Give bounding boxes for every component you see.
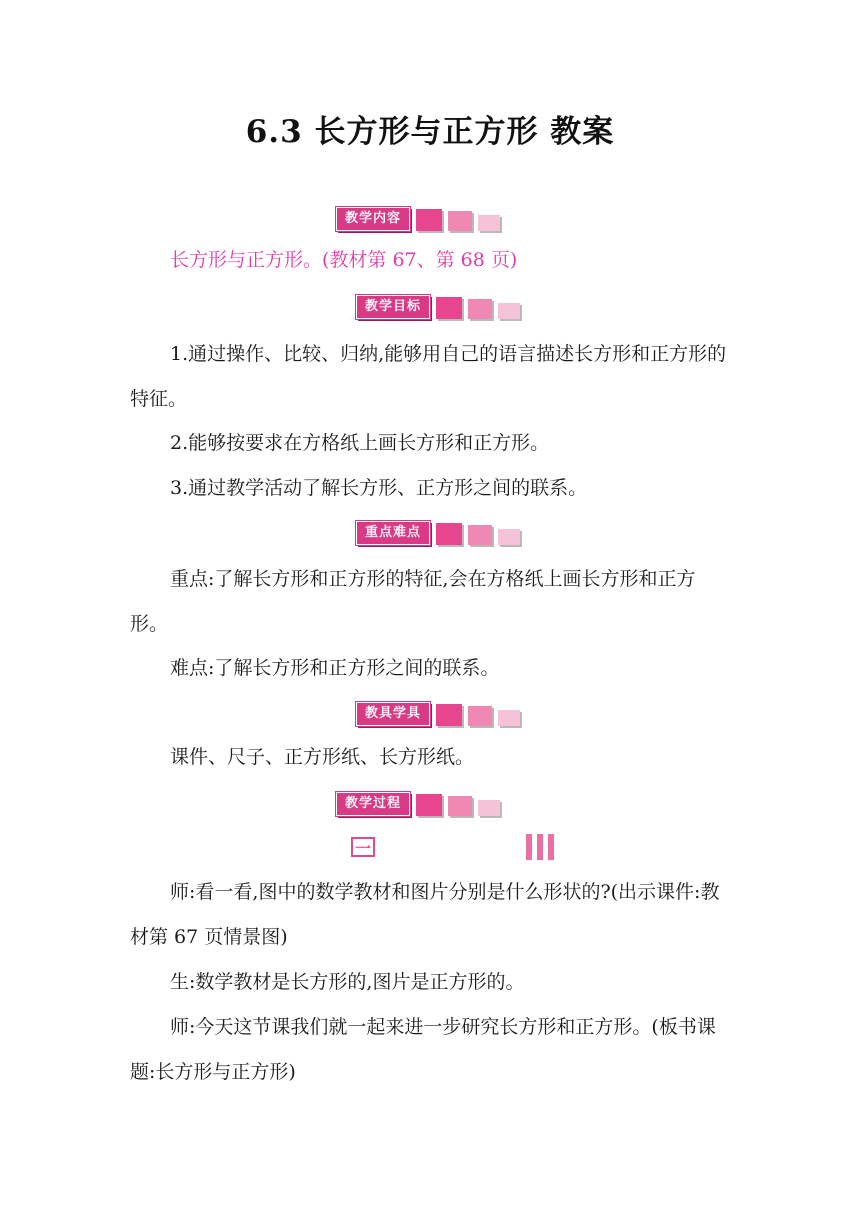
decor-square <box>478 800 500 816</box>
key-point-text: 重点:了解长方形和正方形的特征,会在方格纸上画长方形和正方形。 <box>130 568 696 635</box>
decor-square <box>416 794 442 816</box>
decor-square <box>448 796 472 816</box>
section-header-goals <box>356 293 520 319</box>
content-text: 长方形与正方形。(教材第 67、第 68 页) <box>170 249 518 271</box>
section-badge-content: 教学内容 <box>336 207 410 231</box>
stripe <box>526 834 532 860</box>
tools-text: 课件、尺子、正方形纸、长方形纸。 <box>170 746 475 768</box>
difficulty-text: 难点:了解长方形和正方形之间的联系。 <box>170 657 500 679</box>
section-header-tools <box>356 700 520 726</box>
decor-square <box>468 525 492 545</box>
section-badge-goals: 教学目标 <box>356 295 430 319</box>
decor-square <box>468 299 492 319</box>
section-header-content <box>336 205 500 231</box>
dialogue-line-2: 生:数学教材是长方形的,图片是正方形的。 <box>170 971 525 993</box>
section-header-keypoints <box>356 519 520 545</box>
section-badge-keypoints: 重点难点 <box>356 521 430 545</box>
decor-square <box>498 529 520 545</box>
decor-square <box>436 297 462 319</box>
decor-square <box>498 303 520 319</box>
section-badge-tools: 教具学具 <box>356 702 430 726</box>
decor-square <box>448 211 472 231</box>
subsection-stripes <box>526 834 554 860</box>
goal-item-1: 1.通过操作、比较、归纳,能够用自己的语言描述长方形和正方形的特征。 <box>130 343 727 410</box>
dialogue-line-1: 师:看一看,图中的数学教材和图片分别是什么形状的?(出示课件:教材第 67 页情景图) <box>130 881 720 948</box>
page-title: 6.3 长方形与正方形 教案 <box>245 114 615 150</box>
decor-square <box>478 215 500 231</box>
decor-square <box>436 523 462 545</box>
goal-item-3: 3.通过教学活动了解长方形、正方形之间的联系。 <box>170 477 588 499</box>
dialogue-line-3: 师:今天这节课我们就一起来进一步研究长方形和正方形。(板书课题:长方形与正方形) <box>130 1016 716 1083</box>
decor-square <box>416 209 442 231</box>
subsection-bar <box>349 834 552 860</box>
subsection-label: 问题情境 <box>385 839 453 860</box>
subsection-number: 一 <box>351 837 375 857</box>
decor-square <box>468 706 492 726</box>
goal-item-2: 2.能够按要求在方格纸上画长方形和正方形。 <box>170 432 550 454</box>
decor-square <box>498 710 520 726</box>
stripe <box>537 834 543 860</box>
section-header-process <box>336 790 500 816</box>
section-badge-process: 教学过程 <box>336 792 410 816</box>
stripe <box>548 834 554 860</box>
decor-square <box>436 704 462 726</box>
